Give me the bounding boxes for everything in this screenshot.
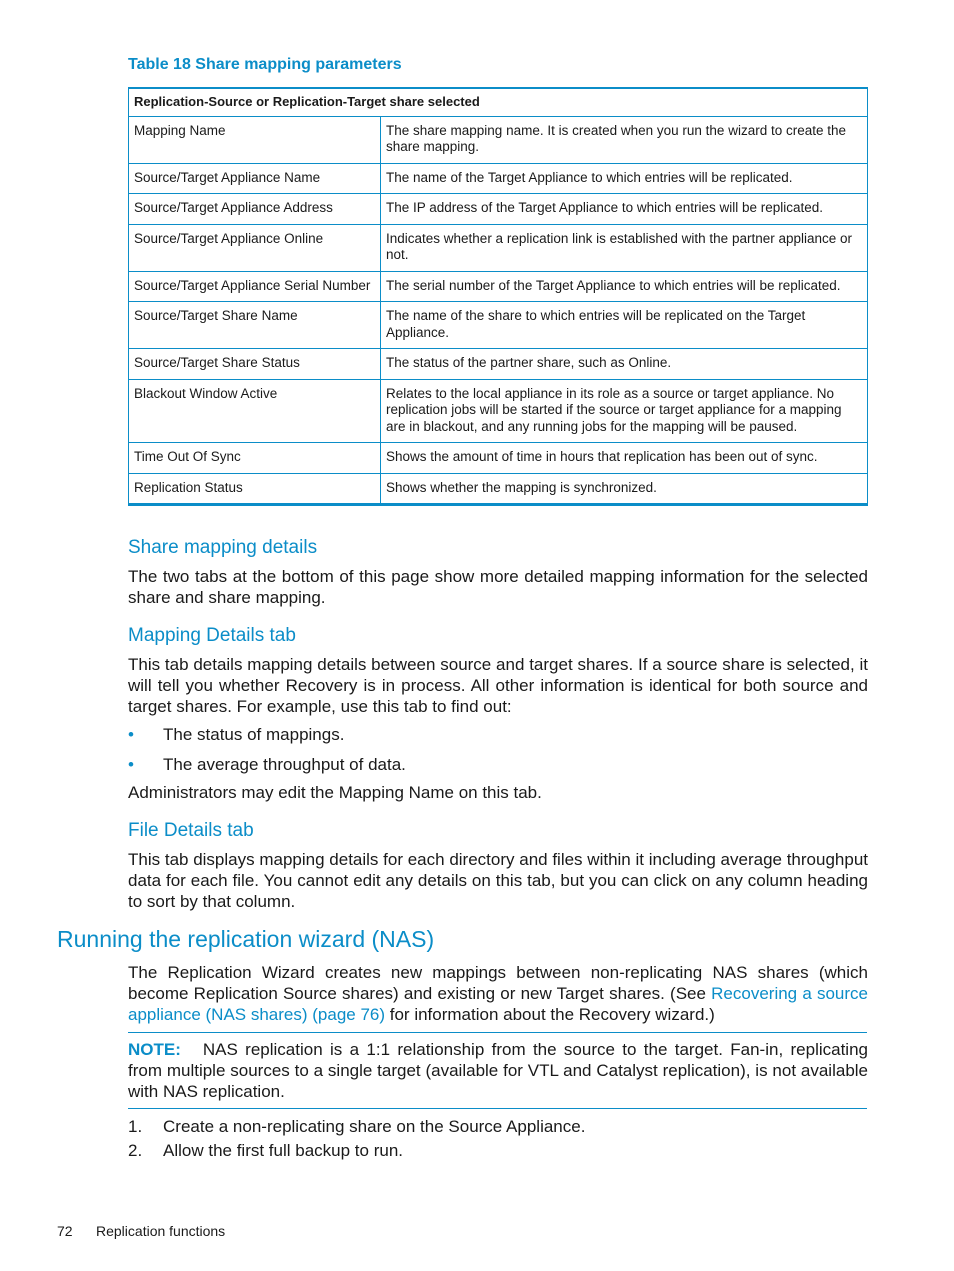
- table-row: [129, 271, 868, 302]
- param-name: Source/Target Share Name: [129, 302, 381, 349]
- table-row: [129, 224, 868, 271]
- table-header-row: [129, 88, 868, 116]
- param-name: Source/Target Appliance Serial Number: [129, 271, 381, 302]
- param-description: The share mapping name. It is created when you run the wizard to create the share mapping.: [381, 116, 868, 163]
- wizard-intro-before: The Replication Wizard creates new mappings between non-replicating NAS shares (which become Replication Source shares) and existing or new Target shares. (See: [128, 963, 868, 1003]
- share-mapping-details-text: The two tabs at the bottom of this page show more detailed mapping information for the selected share and share mapping.: [128, 567, 868, 607]
- table-row: [129, 194, 868, 225]
- param-description: The name of the share to which entries will be replicated on the Target Appliance.: [381, 302, 868, 349]
- step-number: 2.: [128, 1141, 143, 1160]
- table-row: [129, 443, 868, 474]
- param-name: Source/Target Appliance Online: [129, 224, 381, 271]
- share-mapping-parameters-table: [128, 87, 868, 506]
- table-caption: Table 18 Share mapping parameters: [128, 56, 402, 73]
- param-description: The serial number of the Target Appliance to which entries will be replicated.: [381, 271, 868, 302]
- table-row: [129, 379, 868, 443]
- table-row: [129, 116, 868, 163]
- share-mapping-details-heading: Share mapping details: [128, 537, 318, 558]
- param-description: Shows whether the mapping is synchronized.: [381, 473, 868, 505]
- note-label: NOTE:: [128, 1040, 181, 1059]
- table-header: Replication-Source or Replication-Target share selected: [129, 88, 868, 116]
- recovering-source-appliance-link[interactable]: Recovering a source appliance (NAS shares) (page 76): [128, 984, 868, 1024]
- table-row: [129, 163, 868, 194]
- param-description: Relates to the local appliance in its role as a source or target appliance. No replication jobs will be started if the source or target appliance for a mapping are in blackout, and any running jobs for the mapping will be paused.: [381, 379, 868, 443]
- mapping-details-tab-after: Administrators may edit the Mapping Name on this tab.: [128, 783, 542, 802]
- step-text: Create a non-replicating share on the Source Appliance.: [163, 1117, 586, 1136]
- table-row: [129, 473, 868, 505]
- param-description: Shows the amount of time in hours that replication has been out of sync.: [381, 443, 868, 474]
- step-number: 1.: [128, 1117, 143, 1136]
- note-bottom-divider: [128, 1108, 867, 1109]
- step-text: Allow the first full backup to run.: [163, 1141, 404, 1160]
- file-details-tab-text: This tab displays mapping details for each directory and files within it including average throughput data for each file. You cannot edit any details on this tab, but you can click on any column heading to sort by that column.: [128, 850, 868, 911]
- wizard-intro-after: for information about the Recovery wizard.): [385, 1005, 715, 1024]
- file-details-tab-heading: File Details tab: [128, 820, 254, 841]
- param-name: Source/Target Share Status: [129, 349, 381, 380]
- param-description: The IP address of the Target Appliance to which entries will be replicated.: [381, 194, 868, 225]
- mapping-details-tab-heading: Mapping Details tab: [128, 625, 296, 646]
- param-description: Indicates whether a replication link is established with the partner appliance or not.: [381, 224, 868, 271]
- table-row: [129, 302, 868, 349]
- param-description: The status of the partner share, such as Online.: [381, 349, 868, 380]
- wizard-intro: [128, 962, 868, 1025]
- bullet-text: The average throughput of data.: [163, 755, 406, 774]
- note-box: [128, 1039, 868, 1102]
- param-name: Source/Target Appliance Address: [129, 194, 381, 225]
- page-number: 72: [57, 1223, 73, 1239]
- param-description: The name of the Target Appliance to which entries will be replicated.: [381, 163, 868, 194]
- note-top-divider: [128, 1032, 867, 1033]
- param-name: Mapping Name: [129, 116, 381, 163]
- mapping-details-tab-text: This tab details mapping details between source and target shares. If a source share is selected, it will tell you whether Recovery is in process. All other information is identical for both source and target shares. For example, use this tab to find out:: [128, 655, 868, 716]
- param-name: Time Out Of Sync: [129, 443, 381, 474]
- param-name: Source/Target Appliance Name: [129, 163, 381, 194]
- table-row: [129, 349, 868, 380]
- footer-section: Replication functions: [96, 1223, 226, 1239]
- param-name: Replication Status: [129, 473, 381, 505]
- wizard-heading: Running the replication wizard (NAS): [57, 926, 435, 952]
- bullet-icon: •: [128, 725, 134, 744]
- bullet-text: The status of mappings.: [163, 725, 345, 744]
- note-text: NAS replication is a 1:1 relationship from the source to the target. Fan-in, replicating from multiple sources to a single target (available for VTL and Catalyst replication), is not available with NAS replication.: [128, 1040, 868, 1101]
- bullet-icon: •: [128, 755, 134, 774]
- param-name: Blackout Window Active: [129, 379, 381, 443]
